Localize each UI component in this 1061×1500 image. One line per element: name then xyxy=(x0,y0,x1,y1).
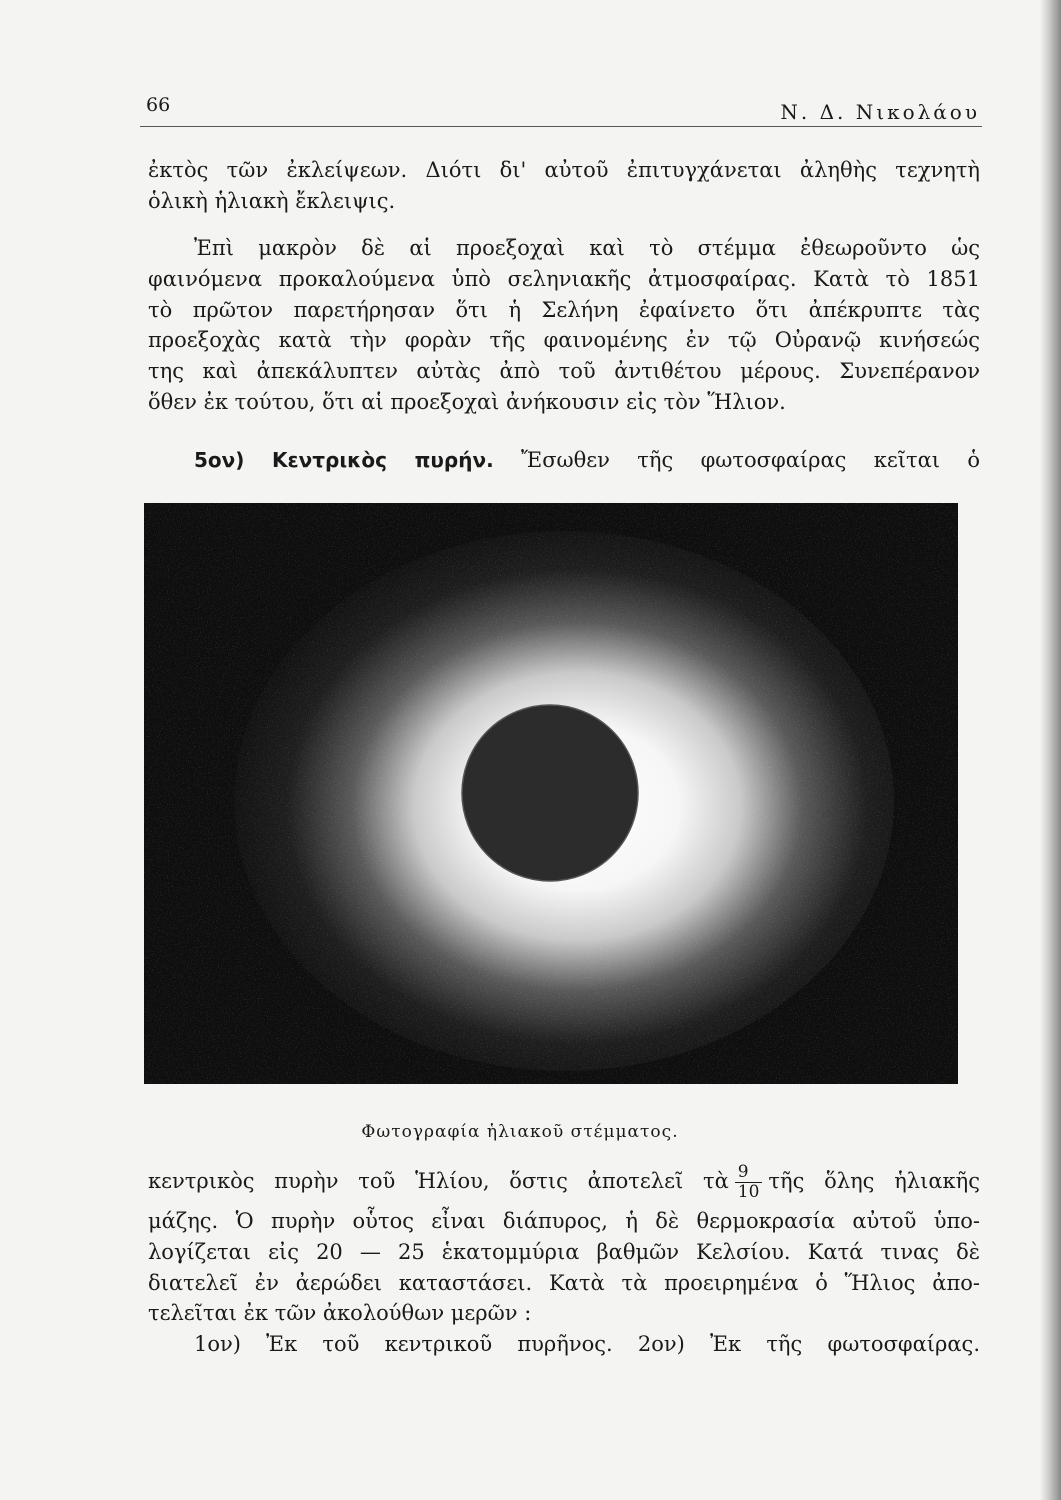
section-text: Ἔσωθεν τῆς φωτοσφαίρας κεῖται ὁ xyxy=(521,448,980,472)
text-line: λογίζεται εἰς 20 — 25 ἑκατομμύρια βαθμῶν Κελσίου. Κατά τινας δὲ xyxy=(148,1239,980,1264)
section-heading: 5ον) Κεντρικὸς πυρήν. xyxy=(194,448,494,472)
fraction xyxy=(735,1163,763,1202)
running-head-author: Ν. Δ. Νικολάου xyxy=(780,100,980,124)
moon-disc xyxy=(462,705,638,881)
paragraph-two xyxy=(148,233,980,418)
text-segment: τῆς ὅλης ἡλιακῆς xyxy=(768,1169,980,1193)
text-segment: κεντρικὸς πυρὴν τοῦ Ἡλίου, ὅστις ἀποτελεῖ τὰ xyxy=(148,1169,729,1193)
paragraph-bottom xyxy=(148,1163,980,1360)
fraction-denominator: 10 xyxy=(737,1182,760,1202)
figure-caption: Φωτογραφία ἡλιακοῦ στέμματος. xyxy=(361,1122,679,1142)
text-line: Ἐπὶ μακρὸν δὲ αἱ προεξοχαὶ καὶ τὸ στέμμα ἐθεωροῦντο ὡς xyxy=(194,236,980,260)
text-line: μάζης. Ὁ πυρὴν οὗτος εἶναι διάπυρος, ἡ δὲ θερμοκρασία αὐτοῦ ὑπο- xyxy=(148,1209,980,1233)
text-line: φαινόμενα προκαλούμενα ὑπὸ σεληνιακῆς ἀτμοσφαίρας. Κατὰ τὸ 1851 xyxy=(148,266,980,291)
text-line: της καὶ ἀπεκάλυπτεν αὐτὰς ἀπὸ τοῦ ἀντιθέτου μέρους. Συνεπέρανον xyxy=(148,359,980,384)
page-number: 66 xyxy=(146,94,171,116)
text-line: τὸ πρῶτον παρετήρησαν ὅτι ἡ Σελήνη ἐφαίνετο ὅτι ἀπέκρυπτε τὰς xyxy=(148,297,980,322)
page-edge-shadow xyxy=(1040,0,1061,1500)
page-header xyxy=(140,92,982,127)
text-line: ὅθεν ἐκ τούτου, ὅτι αἱ προεξοχαὶ ἀνήκουσιν εἰς τὸν Ἥλιον. xyxy=(148,389,786,414)
corona-photograph xyxy=(144,503,958,1084)
text-line: ἐκτὸς τῶν ἐκλείψεων. Διότι δι' αὐτοῦ ἐπιτυγχάνεται ἀληθὴς τεχνητὴ xyxy=(148,158,980,182)
text-line xyxy=(148,445,980,476)
text-line: 1ον) Ἐκ τοῦ κεντρικοῦ πυρῆνος. 2ον) Ἐκ τῆς φωτοσφαίρας. xyxy=(194,1332,980,1357)
fraction-numerator: 9 xyxy=(735,1163,763,1183)
corona-image xyxy=(144,503,958,1084)
paragraph-top xyxy=(148,155,980,217)
text-line-with-fraction xyxy=(148,1163,980,1202)
text-line: τελεῖται ἐκ τῶν ἀκολούθων μερῶν : xyxy=(148,1301,532,1326)
text-line: διατελεῖ ἐν ἀερώδει καταστάσει. Κατὰ τὰ προειρημένα ὁ Ἥλιος ἀπο- xyxy=(148,1270,980,1295)
section-heading-line xyxy=(148,445,980,476)
text-line: ὁλικὴ ἡλιακὴ ἔκλειψις. xyxy=(148,188,396,213)
text-line: προεξοχὰς κατὰ τὴν φορὰν τῆς φαινομένης ἐν τῷ Οὐρανῷ κινήσεώς xyxy=(148,328,980,353)
